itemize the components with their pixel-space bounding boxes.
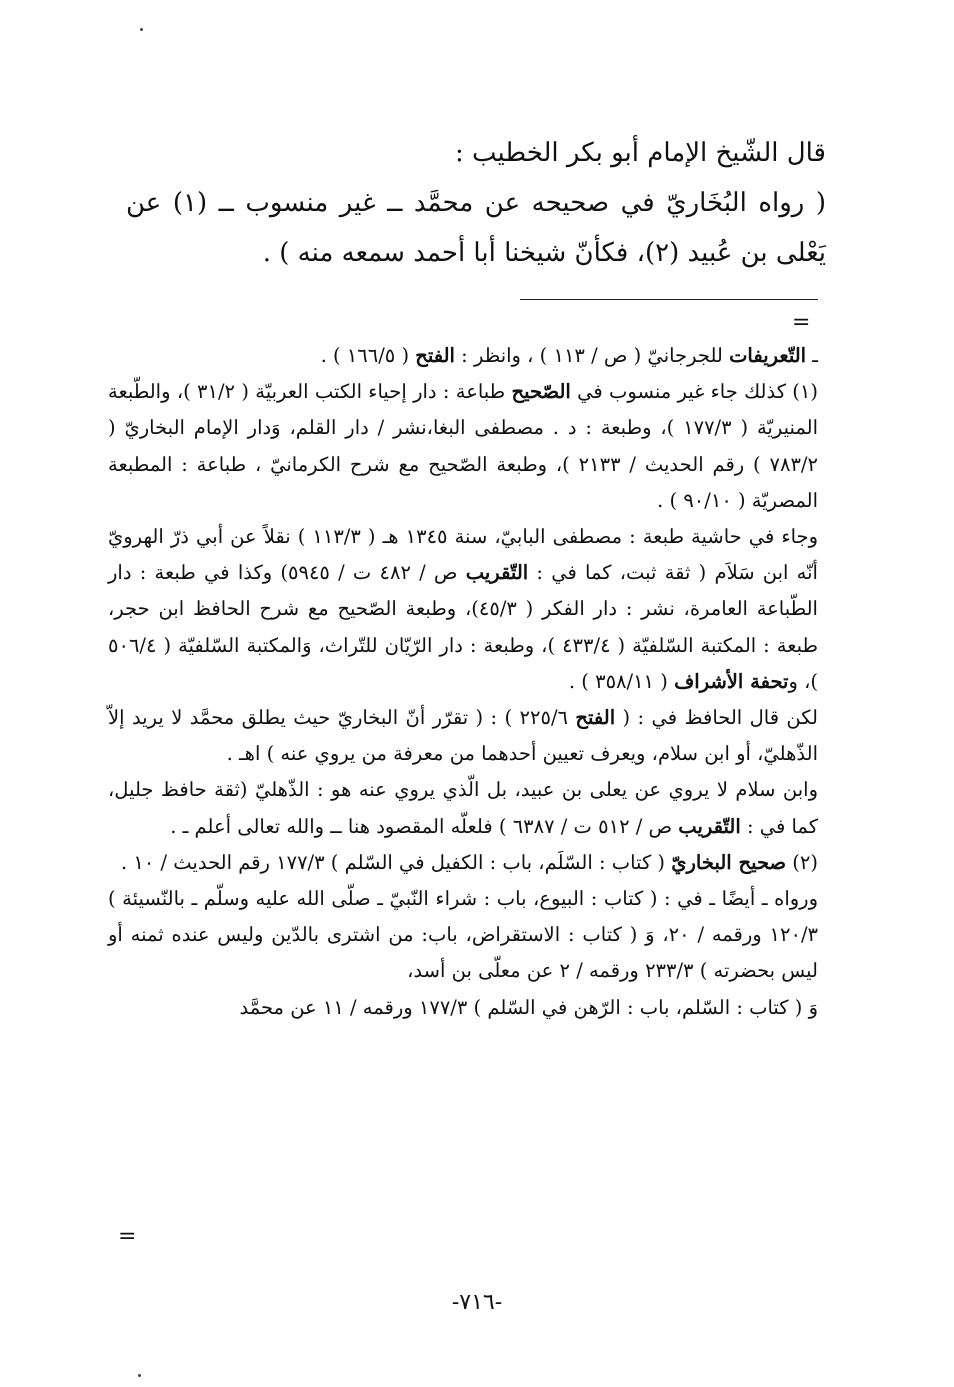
text: ( ١٦٦/٥ ) . (320, 344, 416, 367)
main-line-2: يَعْلى بن عُبيد (٢)، فكأنّ شيخنا أبا أحمد سمعه منه ) . (262, 238, 826, 268)
page-number: -٧١٦- (451, 1290, 503, 1315)
bold-title: الصّحيح (511, 380, 571, 404)
text: ورواه ـ أيضًا ـ في : ( كتاب : البيوع، باب : شراء النّبيّ ـ صلّى الله عليه وسلّم ـ بالنّسيئة ) ١٢٠/٣ ورقمه / ٢٠، وَ ( كتاب : الاستقراض، باب: من اشترى بالدّين وليس عنده ثمنه أو ليس بحضرته ) ٢٣٣/٣ ورقمه / ٢ عن معلّى بن أسد، (108, 887, 818, 983)
main-line-1: ( رواه البُخَاريّ في صحيحه عن محمَّد ــ غير منسوب ــ (١) عن (126, 188, 826, 218)
text: (١) كذلك جاء غير منسوب في (570, 380, 818, 404)
footnote-1-para-2 (108, 519, 818, 700)
text: ٢٢٥/٦ ) : ( تقرّر أنّ البخاريّ حيث يطلق محمَّد لا يريد إلاّ الذّهليّ، أو ابن سلام، ويعرف تعيين أحدهما من معرفة من يروي عنه ) اهـ . (108, 706, 818, 766)
footnote-separator (520, 299, 818, 300)
continuation-mark-bottom: = (118, 1224, 137, 1249)
main-heading: قال الشّيخ الإمام أبو بكر الخطيب : (454, 138, 826, 168)
bold-title: صحيح البخاريّ (671, 850, 787, 874)
text: ( ٣٥٨/١١ ) . (568, 669, 675, 693)
footnote-1-para-3 (108, 700, 818, 772)
footnote-1 (108, 374, 818, 519)
bold-title: التّعريفات (729, 344, 807, 367)
text: (٢) (786, 850, 818, 874)
text: وابن سلام لا يروي عن يعلى بن عبيد، بل الّذي يروي عنه هو : الذّهليّ (ثقة حافظ جليل، كما في : (108, 778, 818, 838)
text: وجاء في حاشية طبعة : مصطفى البابيّ، سنة ١٣٤٥ هـ ( ١١٣/٣ ) نقلاً عن أبي ذرّ الهرويّ أنّه ابن سَلاَم ( ثقة ثبت، كما في : (108, 525, 819, 585)
continuation-mark-top: = (792, 310, 811, 335)
footnote-carryover (108, 338, 818, 374)
footnote-1-para-4 (108, 772, 818, 844)
bold-title: التّقريب (678, 814, 741, 838)
text: طباعة : دار إحياء الكتب العربيّة ( ٣١/٢ )، والطّبعة المنيريّة ( ١٧٧/٣ )، وطبعة : د . مصطفى البغا،نشر / دار القلم، وَدار الإمام البخاريّ ( ٧٨٣/٢ ) رقم الحديث / ٢١٣٣ )، وطبعة الصّحيح مع شرح الكرمانيّ ، طباعة : المطبعة المصريّة ( ٩٠/١٠ ) . (108, 380, 818, 512)
footnote-2 (108, 845, 818, 881)
scan-speck (140, 28, 143, 31)
footnotes (108, 338, 818, 1026)
text: ص / ٤٨٢ ت / ٥٩٤٥) وكذا في طبعة : دار الطّباعة العامرة، نشر : دار الفكر ( ٤٥/٣)، وطبعة الصّحيح مع شرح الحافظ ابن حجر، طبعة : المكتبة السّلفيّة ( ٤٣٣/٤ )، وطبعة : دار الرّيّان للتّراث، وَالمكتبة السّلفيّة ( ٥٠٦/٤ )، و (108, 561, 819, 693)
bold-title: التّقريب (465, 561, 529, 585)
footnote-2-para-2 (108, 881, 818, 990)
footnote-2-para-3 (108, 990, 818, 1026)
bold-title: تحفة الأشراف (674, 669, 789, 693)
scan-speck (138, 1374, 141, 1377)
main-text (126, 128, 826, 278)
text: ( كتاب : السّلَم، باب : الكفيل في السّلم ) ١٧٧/٣ رقم الحديث / ١٠ . (120, 850, 672, 874)
bold-title: الفتح (575, 706, 616, 730)
text: وَ ( كتاب : السّلم، باب : الرّهن في السّلم ) ١٧٧/٣ ورقمه / ١١ عن محمَّد (239, 995, 818, 1019)
text: ـ (806, 344, 818, 367)
text: ص / ٥١٢ ت / ٦٣٨٧ ) فلعلّه المقصود هنا ــ والله تعالى أعلم ـ . (170, 814, 679, 838)
bold-title: الفتح (415, 344, 455, 367)
text: لكن قال الحافظ في : ( (615, 706, 818, 730)
text: للجرجانيّ ( ص / ١١٣ ) ، وانظر : (454, 344, 730, 367)
